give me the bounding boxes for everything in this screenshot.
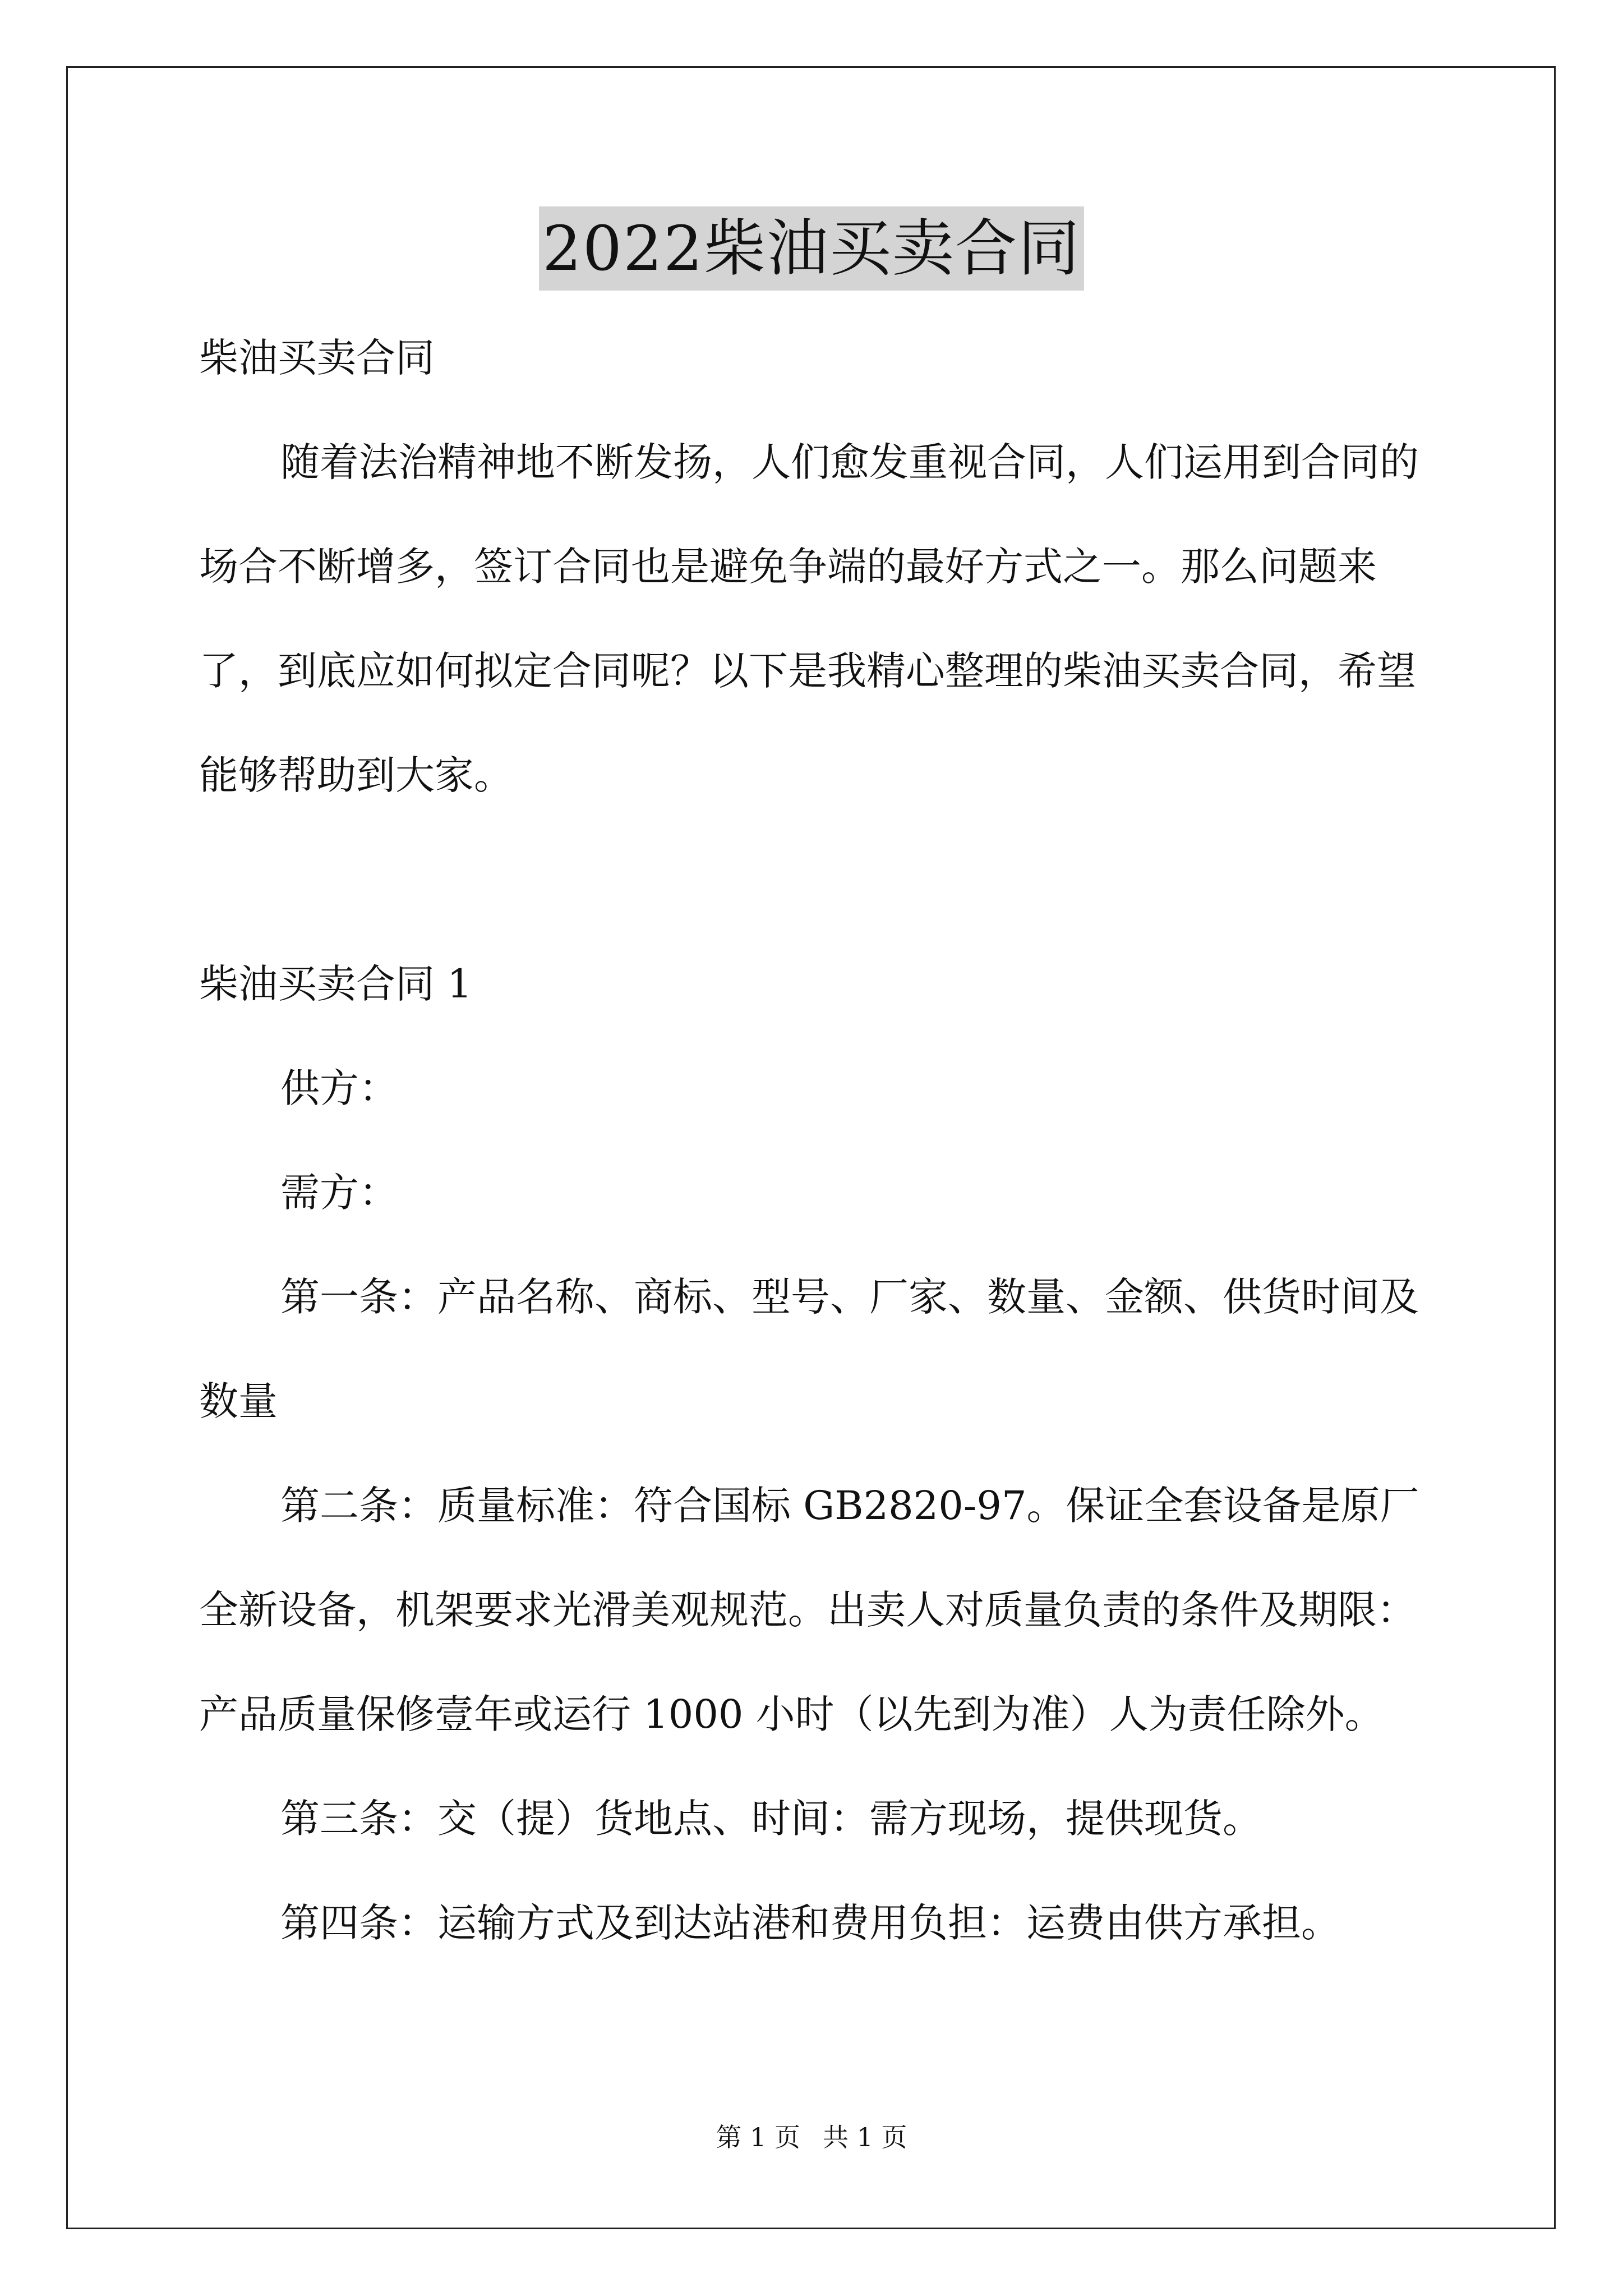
clause-1: 第一条：产品名称、商标、型号、厂家、数量、金额、供货时间及数量 <box>199 1274 1419 1424</box>
buyer-line: 需方： <box>280 1170 398 1216</box>
intro-paragraph: 随着法治精神地不断发扬，人们愈发重视合同，人们运用到合同的场合不断增多，签订合同也是避免争端的最好方式之一。那么问题来了，到底应如何拟定合同呢？以下是我精心整理的柴油买卖合同，希望能够帮助到大家。 <box>199 439 1419 798</box>
page-total: 共 1 页 <box>823 2122 907 2152</box>
clause-3: 第三条：交（提）货地点、时间：需方现场，提供现货。 <box>280 1796 1262 1842</box>
page-number: 第 1 页 <box>716 2122 800 2152</box>
intro-heading: 柴油买卖合同 <box>199 335 435 381</box>
section-spacer <box>199 827 1450 932</box>
title-container <box>0 206 1623 291</box>
clause-4: 第四条：运输方式及到达站港和费用负担：运费由供方承担。 <box>280 1900 1340 1946</box>
page-footer <box>0 2120 1623 2154</box>
section-heading: 柴油买卖合同 1 <box>199 961 472 1007</box>
clause-2: 第二条：质量标准：符合国标 GB2820-97。保证全套设备是原厂全新设备，机架要求光滑美观规范。出卖人对质量负责的条件及期限：产品质量保修壹年或运行 1000 小时（以先到为准）人为责任除外。 <box>199 1483 1419 1737</box>
document-title: 2022柴油买卖合同 <box>539 206 1084 291</box>
document-body <box>199 306 1450 1975</box>
supplier-line: 供方： <box>280 1065 398 1111</box>
